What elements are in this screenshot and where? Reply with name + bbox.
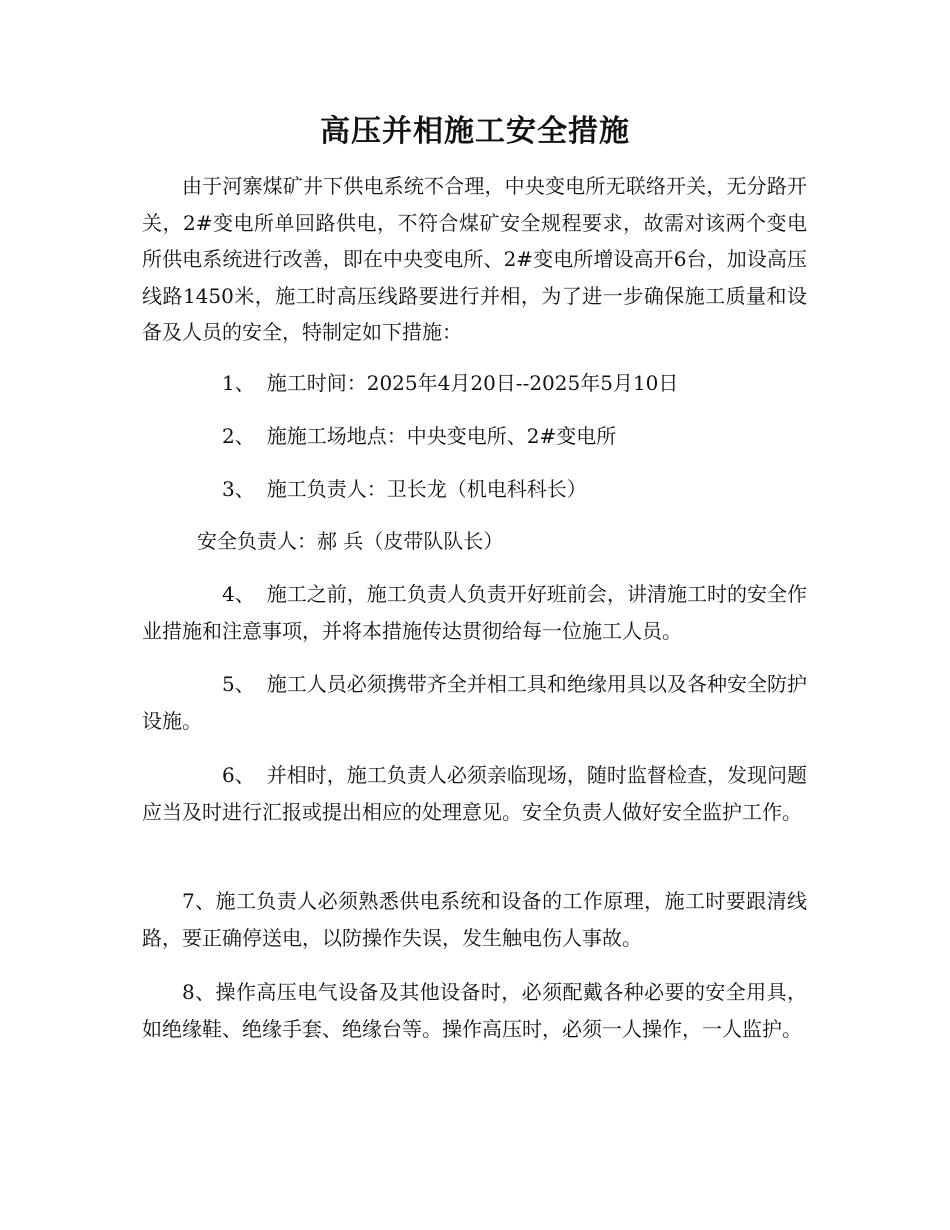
- item-number: 3、: [222, 477, 255, 501]
- list-item: [142, 418, 807, 455]
- item-number: 5、: [222, 672, 255, 696]
- item-text: 施工人员必须携带齐全并相工具和绝缘用具以及各种安全防护设施。: [142, 672, 807, 733]
- intro-paragraph: 由于河寨煤矿井下供电系统不合理，中央变电所无联络开关，无分路开关，2#变电所单回路供电，不符合煤矿安全规程要求，故需对该两个变电所供电系统进行改善，即在中央变电所、2#变电所增设高开6台，加设高压线路1450米，施工时高压线路要进行并相，为了进一步确保施工质量和设备及人员的安全，特制定如下措施：: [142, 174, 807, 344]
- item-text: 操作高压电气设备及其他设备时，必须配戴各种必要的安全用具，如绝缘鞋、绝缘手套、绝缘台等。操作高压时，必须一人操作，一人监护。: [142, 980, 807, 1041]
- item-text: 施工负责人必须熟悉供电系统和设备的工作原理，施工时要跟清线路，要正确停送电，以防操作失误，发生触电伤人事故。: [142, 889, 807, 950]
- item-text: 安全负责人：郝 兵（皮带队队长）: [197, 529, 504, 553]
- item-number: 6、: [222, 763, 255, 787]
- item-number: 2、: [222, 424, 255, 448]
- item-text: 施施工场地点：中央变电所、2#变电所: [266, 424, 617, 448]
- list-item: [142, 471, 807, 508]
- item-number: 7、: [182, 889, 216, 913]
- document-title: 高压并相施工安全措施: [320, 114, 630, 149]
- item-text: 并相时，施工负责人必须亲临现场，随时监督检查，发现问题应当及时进行汇报或提出相应的处理意见。安全负责人做好安全监护工作。: [142, 763, 807, 824]
- item-number: 8、: [182, 980, 216, 1004]
- item-text: 施工时间：2025年4月20日--2025年5月10日: [266, 371, 679, 395]
- list-item: [142, 666, 807, 739]
- item-number: 1、: [222, 371, 255, 395]
- item-text: 施工之前，施工负责人负责开好班前会，讲清施工时的安全作业措施和注意事项，并将本措施传达贯彻给每一位施工人员。: [142, 582, 807, 643]
- item-number: 4、: [222, 582, 255, 606]
- list-item: [142, 757, 807, 830]
- list-item: [142, 974, 807, 1047]
- list-item: [142, 365, 807, 402]
- list-item: [142, 883, 807, 956]
- list-item: [142, 576, 807, 649]
- item-text: 施工负责人：卫长龙（机电科科长）: [266, 477, 587, 501]
- list-item: [197, 523, 503, 560]
